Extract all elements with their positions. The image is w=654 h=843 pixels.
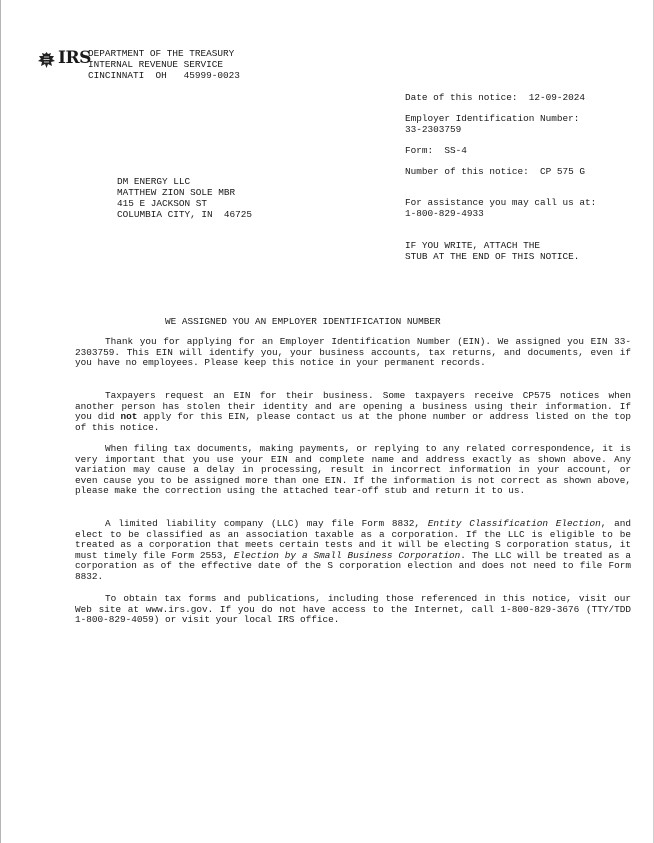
notice-date: Date of this notice: 12-09-2024 [405, 92, 586, 103]
irs-logo [37, 50, 89, 70]
eagle-icon [37, 51, 56, 69]
assistance-label: For assistance you may call us at: [405, 197, 597, 208]
page-edge [0, 0, 1, 843]
form-title-2553: Election by a Small Business Corporation [233, 549, 461, 561]
form-title-8832: Entity Classification Election [427, 518, 601, 529]
recipient-name: DM ENERGY LLC [117, 176, 191, 187]
ein-label: Employer Identification Number: [405, 113, 580, 124]
recipient-city: COLUMBIA CITY, IN 46725 [117, 209, 253, 220]
write-instruction: IF YOU WRITE, ATTACH THE [405, 240, 541, 251]
write-instruction: STUB AT THE END OF THIS NOTICE. [405, 251, 580, 262]
form-number: Form: SS-4 [405, 145, 467, 156]
paragraph-ein-assigned: Thank you for applying for an Employer Identification Number (EIN). We assigned you EIN 33-2303759. This EIN will identify you, your business accounts, tax returns, and documents, even if you have no employees. Please keep this notice in your permanent records. [75, 336, 631, 369]
paragraph-filing-instructions: When filing tax documents, making payments, or replying to any related correspondence, it is very important that you use your EIN and complete name and address exactly as shown above. Any variation may cause a delay in processing, result in incorrect information in your account, or even cause you to be assigned more than one EIN. If the information is not correct as shown above, please make the correction using the attached tear-off stub and return it to us. [75, 443, 631, 497]
recipient-street: 415 E JACKSON ST [117, 198, 208, 209]
assistance-phone: 1-800-829-4933 [405, 208, 484, 219]
notice-number: Number of this notice: CP 575 G [405, 166, 586, 177]
notice-heading: WE ASSIGNED YOU AN EMPLOYER IDENTIFICATION NUMBER [165, 316, 441, 327]
irs-wordmark: IRS [58, 48, 91, 68]
paragraph-identity-theft: Taxpayers request an EIN for their business. Some taxpayers receive CP575 notices when another person has stolen their identity and are opening a business using their information. If you did not apply for this EIN, please contact us at the phone number or address listed on the top of this notice. [75, 390, 631, 433]
emphasis-not: not [120, 411, 138, 423]
paragraph-llc-election: A limited liability company (LLC) may file Form 8832, Entity Classification Election, and elect to be classified as an association taxable as a corporation. If the LLC is eligible to be treated as a corporation that meets certain tests and it will be electing S corporation status, it must timely file Form 2553, Election by a Small Business Corporation. The LLC will be treated as a corporation as of the effective date of the S corporation election and does not need to file Form 8832. [75, 518, 631, 582]
agency-division: INTERNAL REVENUE SERVICE [88, 59, 224, 70]
ein-value: 33-2303759 [405, 124, 462, 135]
recipient-contact: MATTHEW ZION SOLE MBR [117, 187, 236, 198]
agency-name: DEPARTMENT OF THE TREASURY [88, 48, 235, 59]
agency-address: CINCINNATI OH 45999-0023 [88, 70, 240, 81]
paragraph-tax-forms: To obtain tax forms and publications, including those referenced in this notice, visit our Web site at www.irs.gov. If you do not have access to the Internet, call 1-800-829-3676 (TTY/TDD 1-800-829-4059) or visit your local IRS office. [75, 593, 631, 626]
